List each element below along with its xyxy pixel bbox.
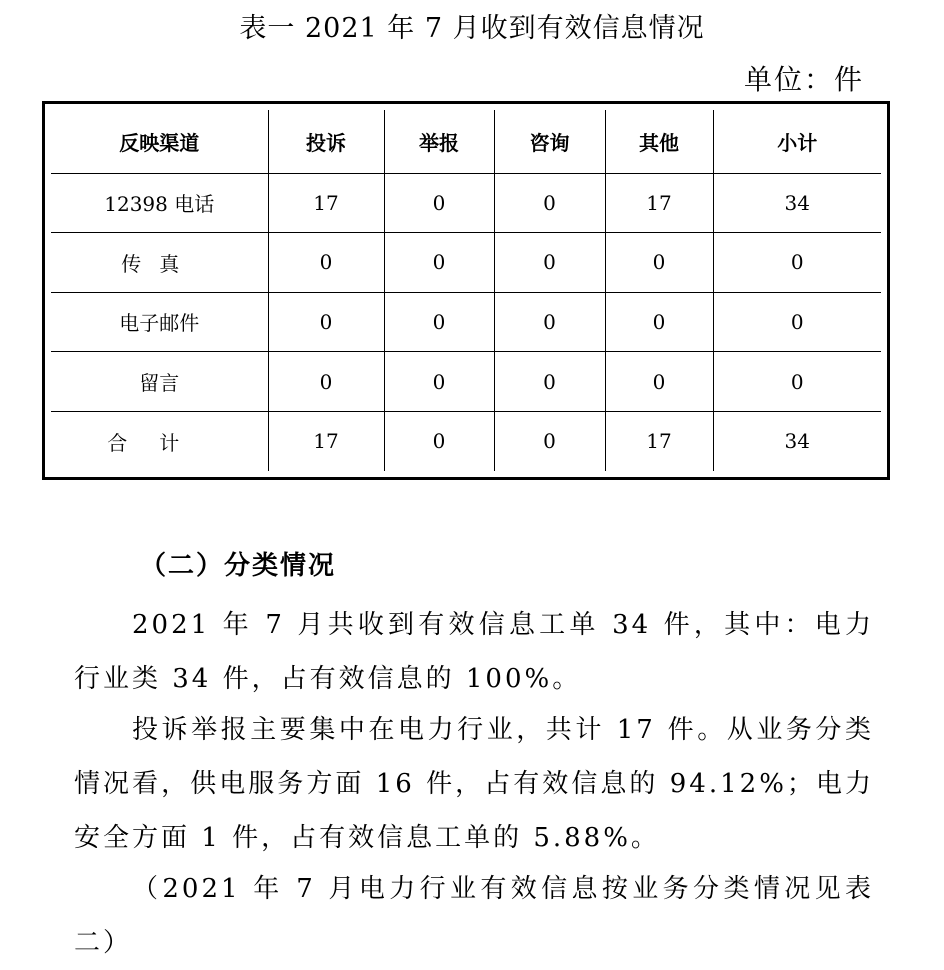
table-title: 表一 2021 年 7 月收到有效信息情况: [239, 13, 705, 44]
report-cell: 0: [384, 292, 494, 352]
table-row: [51, 292, 881, 352]
complaint-cell: 17: [268, 411, 384, 471]
paragraph: 2021 年 7 月共收到有效信息工单 34 件，其中：电力行业类 34 件，占有效信息的 100%。: [74, 610, 874, 694]
consult-cell: 0: [494, 411, 605, 471]
table-row: [51, 352, 881, 412]
table-row: [51, 173, 881, 233]
other-cell: 17: [605, 411, 713, 471]
report-cell: 0: [384, 233, 494, 293]
complaint-cell: 0: [268, 233, 384, 293]
header-other: 其他: [605, 110, 713, 173]
header-report: 举报: [384, 110, 494, 173]
header-subtotal: 小计: [713, 110, 881, 173]
table-row: [51, 233, 881, 293]
header-consult: 咨询: [494, 110, 605, 173]
channel-cell: 传真: [51, 233, 268, 293]
subtotal-cell: 0: [713, 352, 881, 412]
consult-cell: 0: [494, 233, 605, 293]
header-complaint: 投诉: [268, 110, 384, 173]
consult-cell: 0: [494, 173, 605, 233]
complaint-cell: 0: [268, 352, 384, 412]
complaint-cell: 0: [268, 292, 384, 352]
other-cell: 17: [605, 173, 713, 233]
statistics-table: [51, 110, 881, 471]
subtotal-cell: 0: [713, 233, 881, 293]
subtotal-cell: 34: [713, 173, 881, 233]
subtotal-cell: 0: [713, 292, 881, 352]
header-channel: 反映渠道: [51, 110, 268, 173]
channel-cell: 电子邮件: [51, 292, 268, 352]
channel-cell: 合计: [51, 411, 268, 471]
statistics-table-frame: [42, 101, 890, 480]
other-cell: 0: [605, 352, 713, 412]
report-cell: 0: [384, 411, 494, 471]
table-total-row: [51, 411, 881, 471]
other-cell: 0: [605, 292, 713, 352]
table-header-row: [51, 110, 881, 173]
section-heading: （二）分类情况: [140, 551, 337, 581]
channel-cell: 12398 电话: [51, 173, 268, 233]
other-cell: 0: [605, 233, 713, 293]
report-cell: 0: [384, 173, 494, 233]
unit-label: 单位：件: [743, 63, 864, 96]
consult-cell: 0: [494, 352, 605, 412]
subtotal-cell: 34: [713, 411, 881, 471]
channel-cell: 留言: [51, 352, 268, 412]
consult-cell: 0: [494, 292, 605, 352]
report-cell: 0: [384, 352, 494, 412]
complaint-cell: 17: [268, 173, 384, 233]
paragraph: 投诉举报主要集中在电力行业，共计 17 件。从业务分类情况看，供电服务方面 16 件，占有效信息的 94.12%；电力安全方面 1 件，占有效信息工单的 5.88%。: [74, 715, 874, 853]
paragraph: （2021 年 7 月电力行业有效信息按业务分类情况见表二）: [74, 874, 874, 958]
